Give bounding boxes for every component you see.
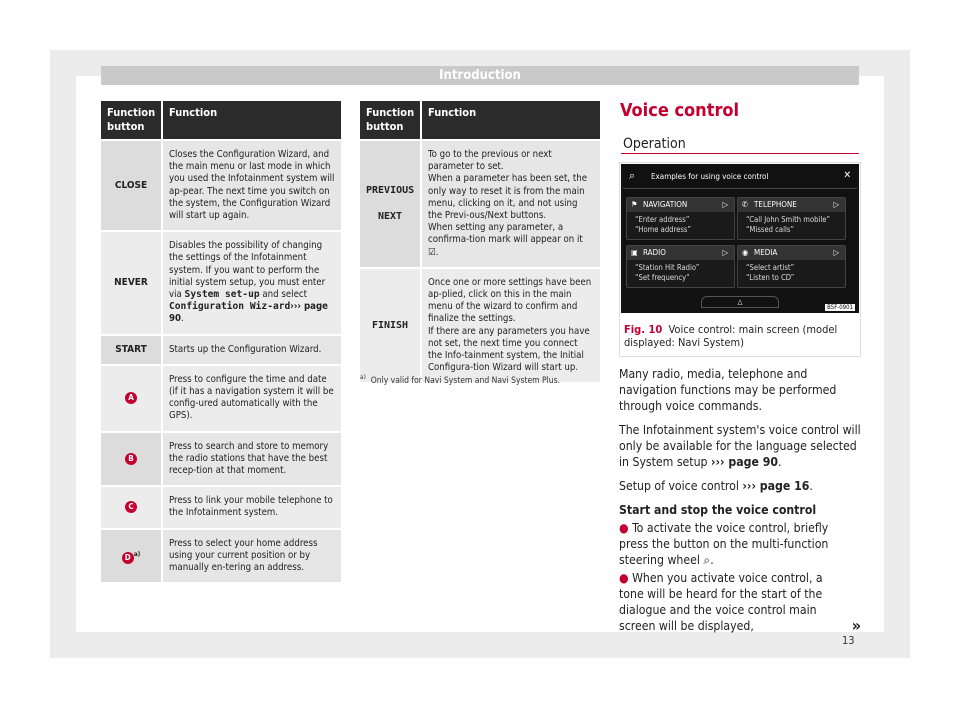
table-row bbox=[101, 140, 341, 231]
table-row bbox=[101, 529, 341, 583]
voice-icon: ⌕ bbox=[629, 169, 636, 182]
voice-control-screen bbox=[621, 164, 859, 313]
figure-label: Fig. 10 bbox=[624, 323, 663, 336]
page-link[interactable]: ››› page 16 bbox=[742, 479, 810, 493]
row-text: Closes the Configuration Wizard, and the main menu or last mode in which you used the Infotainment system will ap-pear. The next time you switch on the system, the Configuration Wizard will start up again. bbox=[162, 140, 341, 231]
checkmark-icon: ☑ bbox=[428, 246, 436, 258]
row-text: Press to search and store to memory the radio stations that have the best recep-tion at that moment. bbox=[162, 432, 341, 487]
function-table-left bbox=[101, 101, 341, 582]
bullet-icon: ● bbox=[619, 521, 629, 535]
table-row bbox=[101, 231, 341, 334]
key-previous: PREVIOUS bbox=[366, 184, 415, 196]
tile-navigation[interactable]: NAVIGATION ⚑ ▷ “Enter address” “Home address” bbox=[626, 197, 735, 240]
callout-d-icon: D bbox=[122, 552, 134, 564]
page-link[interactable]: ››› page 90 bbox=[711, 455, 778, 469]
table-row bbox=[101, 432, 341, 487]
tile-telephone[interactable]: TELEPHONE ✆ ▷ “Call John Smith mobile” “Missed calls” bbox=[737, 197, 846, 240]
row-key: NEVER bbox=[101, 231, 162, 334]
footnote-mark: a) bbox=[360, 373, 366, 381]
play-icon: ▷ bbox=[833, 248, 839, 257]
play-icon: ▷ bbox=[833, 200, 839, 209]
page-number: 13 bbox=[842, 634, 855, 647]
phone-icon: ✆ bbox=[742, 200, 749, 209]
row-text: Disables the possibility of changing the settings of the Infotainment system. If you want to perform the initial system setup, you must enter via System set-up and select Configuration Wiz-ard››› page 90. bbox=[162, 231, 341, 334]
row-key bbox=[101, 529, 162, 583]
tile-radio[interactable]: RADIO ▣ ▷ “Station Hit Radio” “Set frequency” bbox=[626, 245, 735, 288]
expand-button[interactable] bbox=[701, 296, 779, 308]
subheading: Start and stop the voice control bbox=[619, 503, 817, 517]
page-link[interactable]: ››› page 90 bbox=[169, 301, 329, 325]
paragraph: The Infotainment system's voice control will only be available for the language selected in System setup ››› page 90. bbox=[619, 423, 861, 469]
table-row bbox=[101, 486, 341, 528]
voice-button-icon: ⌕ bbox=[703, 553, 711, 567]
section-subtitle: Operation bbox=[623, 136, 686, 152]
continue-icon: » bbox=[851, 616, 861, 635]
col-header-button: Function button bbox=[101, 101, 162, 140]
caption-text: Voice control: main screen (model displayed: Navi System) bbox=[624, 323, 838, 349]
radio-icon: ▣ bbox=[631, 248, 638, 257]
row-text: Starts up the Configuration Wizard. bbox=[162, 335, 341, 365]
row-key bbox=[101, 432, 162, 487]
row-key bbox=[101, 365, 162, 432]
figure bbox=[619, 162, 861, 357]
callout-c-icon: C bbox=[125, 501, 137, 513]
callout-b-icon: B bbox=[125, 453, 137, 465]
key-finish: FINISH bbox=[371, 319, 409, 331]
play-icon: ▷ bbox=[722, 200, 728, 209]
flag-icon: ⚑ bbox=[631, 200, 638, 209]
row-key: START bbox=[101, 335, 162, 365]
section-rule bbox=[621, 153, 859, 154]
col-header-function: Function bbox=[162, 101, 341, 140]
figure-caption bbox=[624, 323, 856, 349]
body-text bbox=[619, 366, 861, 642]
section-title: Voice control bbox=[620, 100, 740, 121]
function-table-mid bbox=[360, 101, 600, 382]
table-row bbox=[101, 335, 341, 365]
row-text: Press to link your mobile telephone to the Infotainment system. bbox=[162, 486, 341, 528]
tile-media[interactable]: MEDIA ◉ ▷ “Select artist” “Listen to CD” bbox=[737, 245, 846, 288]
menu-code: Configuration Wiz-ard bbox=[169, 301, 291, 313]
row-text: Press to configure the time and date (if it has a navigation system it will be config-ured automatically with the GPS). bbox=[162, 365, 341, 432]
figure-code: B5F-0901 bbox=[827, 304, 853, 311]
key-next: NEXT bbox=[377, 210, 403, 222]
row-key bbox=[360, 140, 421, 268]
bullet-item: ● When you activate voice control, a tone will be heard for the start of the dialogue and the voice control main screen will be displayed, » bbox=[619, 571, 861, 635]
col-header-function: Function bbox=[421, 101, 600, 140]
footnote-text: Only valid for Navi System and Navi System Plus. bbox=[370, 375, 561, 386]
close-icon[interactable]: ✕ bbox=[843, 170, 851, 181]
table-row bbox=[360, 140, 600, 268]
screen-title: Examples for using voice control bbox=[651, 172, 769, 181]
row-key: CLOSE bbox=[101, 140, 162, 231]
paragraph: Setup of voice control ››› page 16. bbox=[619, 479, 813, 493]
play-icon: ▷ bbox=[722, 248, 728, 257]
col-header-button: Function button bbox=[360, 101, 421, 140]
page-header: Introduction bbox=[101, 66, 859, 85]
footnote bbox=[360, 373, 560, 386]
table-row bbox=[360, 268, 600, 383]
table-row bbox=[101, 365, 341, 432]
bullet-item: ● To activate the voice control, briefly press the button on the multi-function steering wheel ⌕. bbox=[619, 521, 829, 567]
row-text: Press to select your home address using your current position or by manually en-tering an address. bbox=[162, 529, 341, 583]
bullet-icon: ● bbox=[619, 571, 629, 585]
callout-a-icon: A bbox=[125, 392, 137, 404]
row-key bbox=[360, 268, 421, 383]
chevron-up-icon: △ bbox=[737, 298, 743, 306]
media-icon: ◉ bbox=[742, 248, 749, 257]
row-text: To go to the previous or next parameter to set. When a parameter has been set, the only way to reset it is from the main menu, clicking on it, and not using the Previ-ous/Next buttons. When setting any parameter, a confirma-tion mark will appear on it ☑. bbox=[421, 140, 600, 268]
menu-code: System set-up bbox=[184, 289, 260, 301]
screen-divider bbox=[623, 188, 857, 189]
row-key bbox=[101, 486, 162, 528]
footnote-ref: a) bbox=[133, 549, 141, 558]
row-text: Once one or more settings have been ap-plied, click on this in the main menu of the wizard to confirm and finalize the settings. If there are any parameters you have not set, the next time you connect the Info-tainment system, the Initial Configura-tion Wizard will start up. bbox=[421, 268, 600, 383]
paragraph: Many radio, media, telephone and navigation functions may be performed through voice commands. bbox=[619, 367, 837, 413]
